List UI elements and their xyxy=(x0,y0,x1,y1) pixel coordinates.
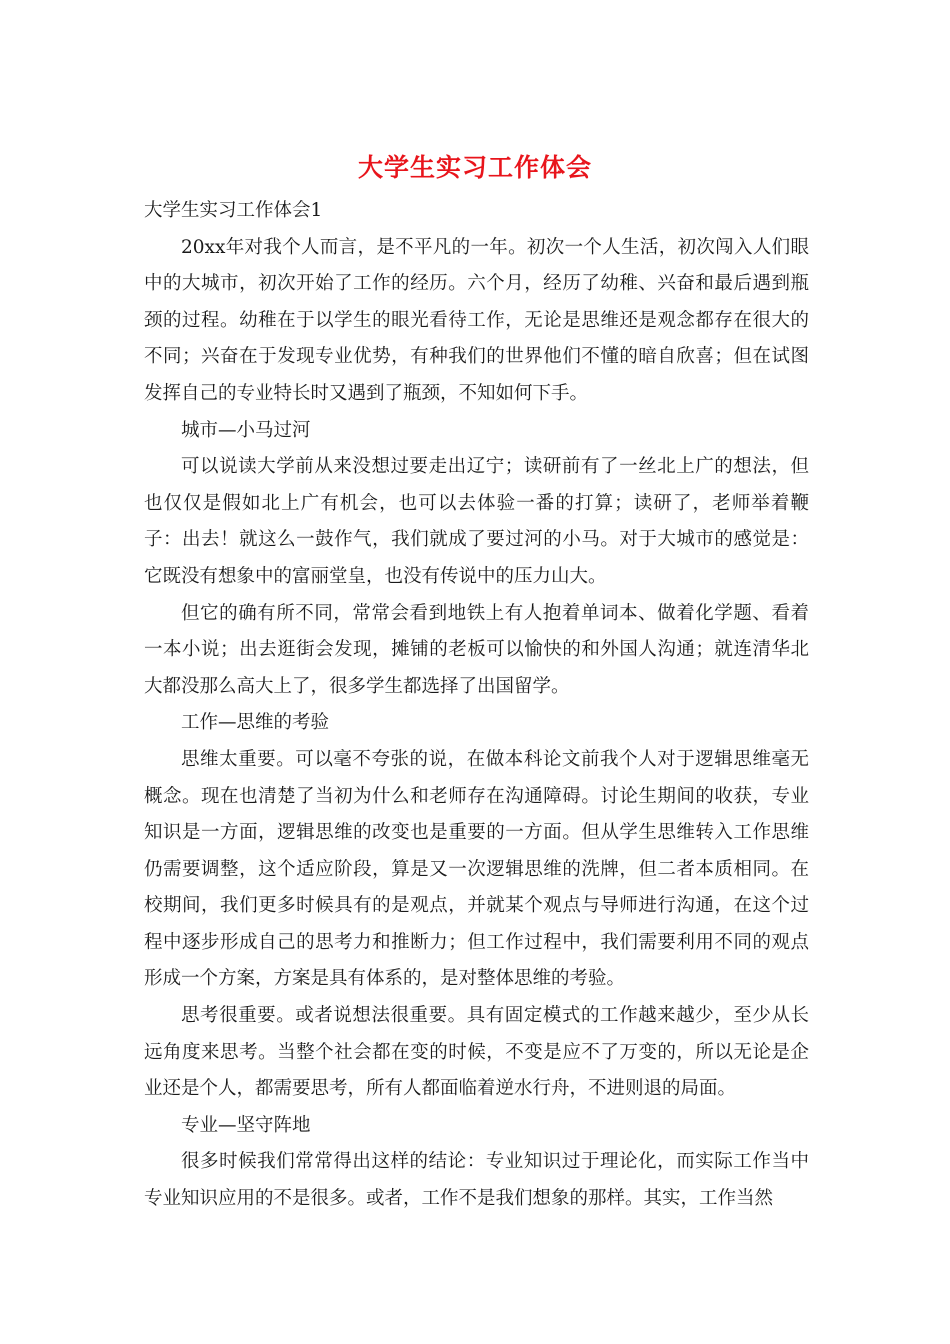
paragraph-major-1: 很多时候我们常常得出这样的结论：专业知识过于理论化，而实际工作当中专业知识应用的不是很多。或者，工作不是我们想象的那样。其实，工作当然 xyxy=(144,1151,809,1210)
paragraph-work-1: 思维太重要。可以毫不夸张的说，在做本科论文前我个人对于逻辑思维毫无概念。现在也清楚了当初为什么和老师存在沟通障碍。讨论生期间的收获，专业知识是一方面，逻辑思维的改变也是重要的一方面。但从学生思维转入工作思维仍需要调整，这个适应阶段，算是又一次逻辑思维的洗牌，但二者本质相同。在校期间，我们更多时候具有的是观点，并就某个观点与导师进行沟通，在这个过程中逐步形成自己的思考力和推断力；但工作过程中，我们需要利用不同的观点形成一个方案，方案是具有体系的，是对整体思维的考验。 xyxy=(144,748,809,990)
section-heading-major: 专业—坚守阵地 xyxy=(181,1114,311,1136)
paragraph-intro: 20xx年对我个人而言，是不平凡的一年。初次一个人生活，初次闯入人们眼中的大城市，初次开始了工作的经历。六个月，经历了幼稚、兴奋和最后遇到瓶颈的过程。幼稚在于以学生的眼光看待工作，无论是思维还是观念都存在很大的不同；兴奋在于发现专业优势，有种我们的世界他们不懂的暗自欣喜；但在试图发挥自己的专业特长时又遇到了瓶颈，不知如何下手。 xyxy=(144,236,809,404)
paragraph-city-2: 但它的确有所不同，常常会看到地铁上有人抱着单词本、做着化学题、看着一本小说；出去逛街会发现，摊铺的老板可以愉快的和外国人沟通；就连清华北大都没那么高大上了，很多学生都选择了出国留学。 xyxy=(144,602,809,697)
section-heading-city: 城市—小马过河 xyxy=(181,419,311,441)
document-title: 大学生实习工作体会 xyxy=(357,153,592,182)
paragraph-work-2: 思考很重要。或者说想法很重要。具有固定模式的工作越来越少，至少从长远角度来思考。当整个社会都在变的时候，不变是应不了万变的，所以无论是企业还是个人，都需要思考，所有人都面临着逆水行舟，不进则退的局面。 xyxy=(144,1005,809,1100)
document-body xyxy=(144,193,809,1218)
paragraph-city-1: 可以说读大学前从来没想过要走出辽宁；读研前有了一丝北上广的想法，但也仅仅是假如北上广有机会，也可以去体验一番的打算；读研了，老师举着鞭子：出去！就这么一鼓作气，我们就成了要过河的小马。对于大城市的感觉是：它既没有想象中的富丽堂皇，也没有传说中的压力山大。 xyxy=(144,456,809,587)
section-subtitle: 大学生实习工作体会1 xyxy=(144,200,323,221)
section-heading-work: 工作—思维的考验 xyxy=(181,712,330,734)
